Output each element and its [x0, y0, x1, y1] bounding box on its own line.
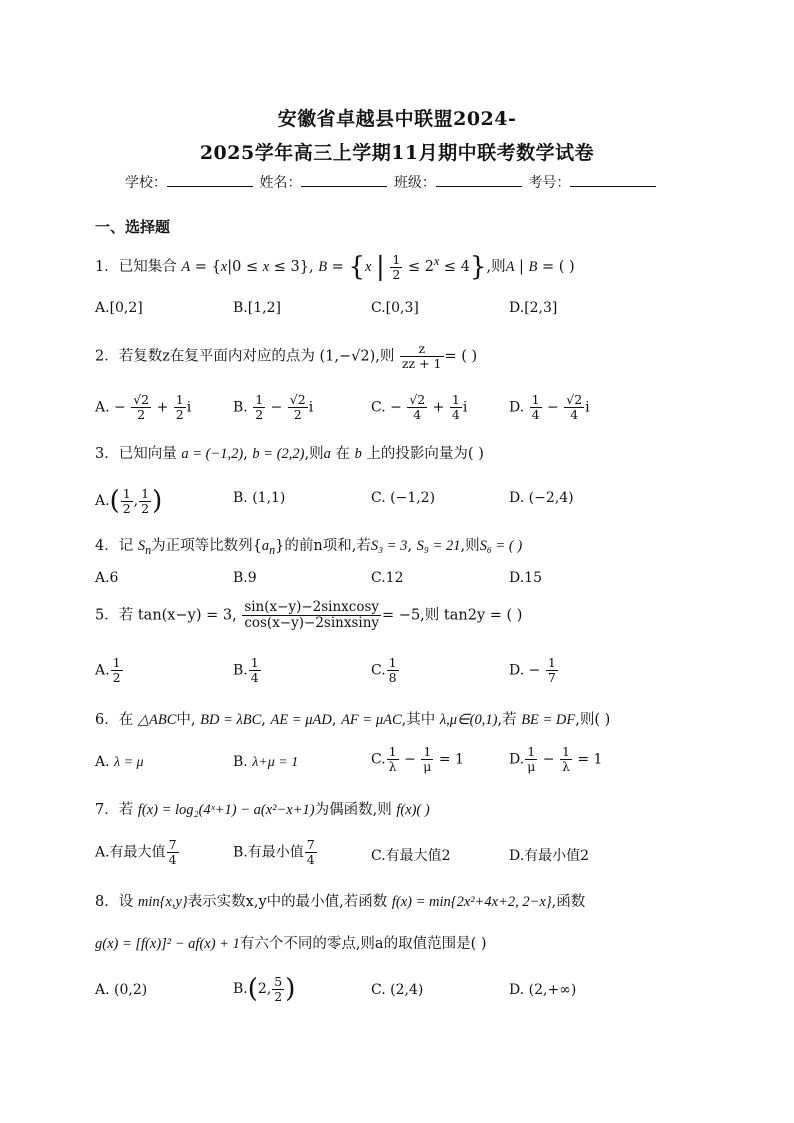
q2-fraction: $\frac{z}{zz + 1}$ [401, 341, 442, 371]
school-label: 学校： [125, 175, 167, 191]
q1-fraction: $\frac{1}{2}$ [392, 251, 401, 282]
question-4: 4．记 $S_n$为正项等比数列$\{a_n\}$的前n项和,若S₃ = 3, S₉ = 21,则S₆ = ( ) [95, 538, 523, 557]
q4-option-a[interactable]: A.6 [95, 570, 119, 586]
q5-tan: tan(x−y) = 3 [137, 607, 233, 624]
name-field[interactable] [301, 173, 387, 187]
q5-option-d[interactable]: D. − $\frac{1}{7}$ [509, 655, 556, 685]
q7-option-a[interactable]: A.有最大值 $\frac{7}{4}$ [95, 837, 177, 867]
q8-option-d[interactable]: D. (2,+∞) [509, 982, 577, 998]
question-1: 1．已知集合 A = {x|0 ≤ x ≤ 3}, B = {x | $\frac{1}{2}$ ≤ $2^x \le 4$},则A | B = ( ) [95, 251, 575, 282]
q6-option-c[interactable]: C. $\frac{1}{\lambda}$ − $\frac{1}{\mu}$ = 1 [371, 744, 464, 774]
q2-point: (1,−√2) [319, 348, 376, 365]
question-2: 2．若复数z在复平面内对应的点为 (1,−√2),则 $\frac{z}{zz + 1}$ = ( ) [95, 341, 478, 371]
q4-option-b[interactable]: B.9 [233, 570, 257, 586]
q8-text: 表示实数x,y中的最小值,若函数 [187, 894, 388, 910]
q3-option-d[interactable]: D. (−2,4) [509, 490, 574, 506]
q7-option-c[interactable]: C.有最大值2 [371, 848, 451, 864]
q3-option-c[interactable]: C. (−1,2) [371, 490, 436, 506]
question-5: 5．若 tan(x−y) = 3, $\frac{\text{sin(x−y)−2sinxcosy}}{\text{cos(x−y)−2sinxsiny}}$ = −5,则 tan2y = ( ) [95, 599, 523, 631]
q2-text: 若复数z在复平面内对应的点为 [118, 348, 315, 365]
vector-b: b = (2,2) [252, 446, 305, 462]
q8-function-g: g(x) = [f(x)]² − af(x) + 1 [95, 936, 240, 952]
name-label: 姓名： [259, 175, 302, 191]
question-8: 8．设 min{x,y}表示实数x,y中的最小值,若函数 f(x) = min{2x²+4x+2, 2−x},函数 [95, 894, 586, 910]
class-field[interactable] [436, 173, 522, 187]
q1-number: 1． [95, 259, 119, 275]
q5-option-c[interactable]: C. $\frac{1}{8}$ [371, 655, 397, 685]
q8-option-b[interactable]: B.(2, $\frac{5}{2}$ ) [233, 973, 296, 1004]
section-heading: 一、选择题 [95, 218, 171, 236]
q3-text: 已知向量 [118, 446, 177, 462]
q2-option-b[interactable]: B. $\frac{1}{2}$ − $\frac{√2}{2}$ i [233, 392, 314, 422]
school-field[interactable] [167, 173, 253, 187]
page-title-line1: 安徽省卓越县中联盟2024- [277, 108, 517, 130]
q1-tail: ,则 [486, 259, 506, 275]
question-3: 3．已知向量 a = (−1,2), b = (2,2),则a 在 b 上的投影向量为( ) [95, 446, 484, 462]
q3-option-b[interactable]: B. (1,1) [233, 490, 286, 506]
q1-option-d[interactable]: D.[2,3] [509, 300, 558, 316]
number-label: 考号： [528, 175, 571, 191]
q2-option-c[interactable]: C. − $\frac{√2}{4}$ + $\frac{1}{4}$ i [371, 392, 468, 422]
q8-option-a[interactable]: A. (0,2) [95, 982, 148, 998]
q7-option-d[interactable]: D.有最小值2 [509, 848, 590, 864]
q5-option-a[interactable]: A. $\frac{1}{2}$ [95, 655, 121, 685]
q2-option-d[interactable]: D. $\frac{1}{4}$ − $\frac{√2}{4}$ i [509, 392, 590, 422]
q8-option-c[interactable]: C. (2,4) [371, 982, 424, 998]
class-label: 班级： [393, 175, 436, 191]
q1-option-b[interactable]: B.[1,2] [233, 300, 281, 316]
q6-option-a[interactable]: A. λ = μ [95, 754, 144, 770]
vector-a: a = (−1,2) [181, 446, 244, 462]
question-7: 7．若 f(x) = log₂(4ˣ+1) − a(x²−x+1)为偶函数,则 f(x)( ) [95, 802, 430, 818]
q6-option-d[interactable]: D. $\frac{1}{\mu}$ − $\frac{1}{\lambda}$ = 1 [509, 744, 603, 774]
question-6: 6．在 △ABC中, BD = λBC, AE = μAD, AF = μAC,其中 λ,μ∈(0,1),若 BE = DF,则( ) [95, 712, 611, 728]
question-8-line2: g(x) = [f(x)]² − af(x) + 1有六个不同的零点,则a的取值范围是( ) [95, 936, 487, 952]
q1-paren: ( ) [558, 259, 575, 275]
number-field[interactable] [570, 173, 656, 187]
q1-option-c[interactable]: C.[0,3] [371, 300, 419, 316]
q4-option-d[interactable]: D.15 [509, 570, 542, 586]
q1-option-a[interactable]: A.[0,2] [95, 300, 143, 316]
q7-function: f(x) = log₂(4ˣ+1) − a(x²−x+1) [137, 802, 315, 818]
q4-option-c[interactable]: C.12 [371, 570, 404, 586]
q3-option-a[interactable]: A.( $\frac{1}{2}$ , $\frac{1}{2}$ ) [95, 485, 163, 516]
q6-bd: BD = λBC [200, 712, 262, 728]
page-title-line2: 2025学年高三上学期11月期中联考数学试卷 [199, 142, 595, 164]
q5-fraction: $\frac{\text{sin(x−y)−2sinxcosy}}{\text{cos(x−y)−2sinxsiny}}$ [244, 599, 380, 631]
q4-text: 为正项等比数列 [151, 538, 253, 554]
student-info-row [125, 172, 658, 192]
q7-option-b[interactable]: B.有最小值 $\frac{7}{4}$ [233, 837, 315, 867]
q1-text: 已知集合 [118, 259, 177, 275]
q5-option-b[interactable]: B. $\frac{1}{4}$ [233, 655, 259, 685]
q2-option-a[interactable]: A. − $\frac{√2}{2}$ + $\frac{1}{2}$ i [95, 392, 192, 422]
q3-tail: 上的投影向量为( ) [366, 446, 484, 462]
q8-function-f: f(x) = min{2x²+4x+2, 2−x} [391, 894, 552, 910]
q6-option-b[interactable]: B. λ+μ = 1 [233, 754, 299, 770]
